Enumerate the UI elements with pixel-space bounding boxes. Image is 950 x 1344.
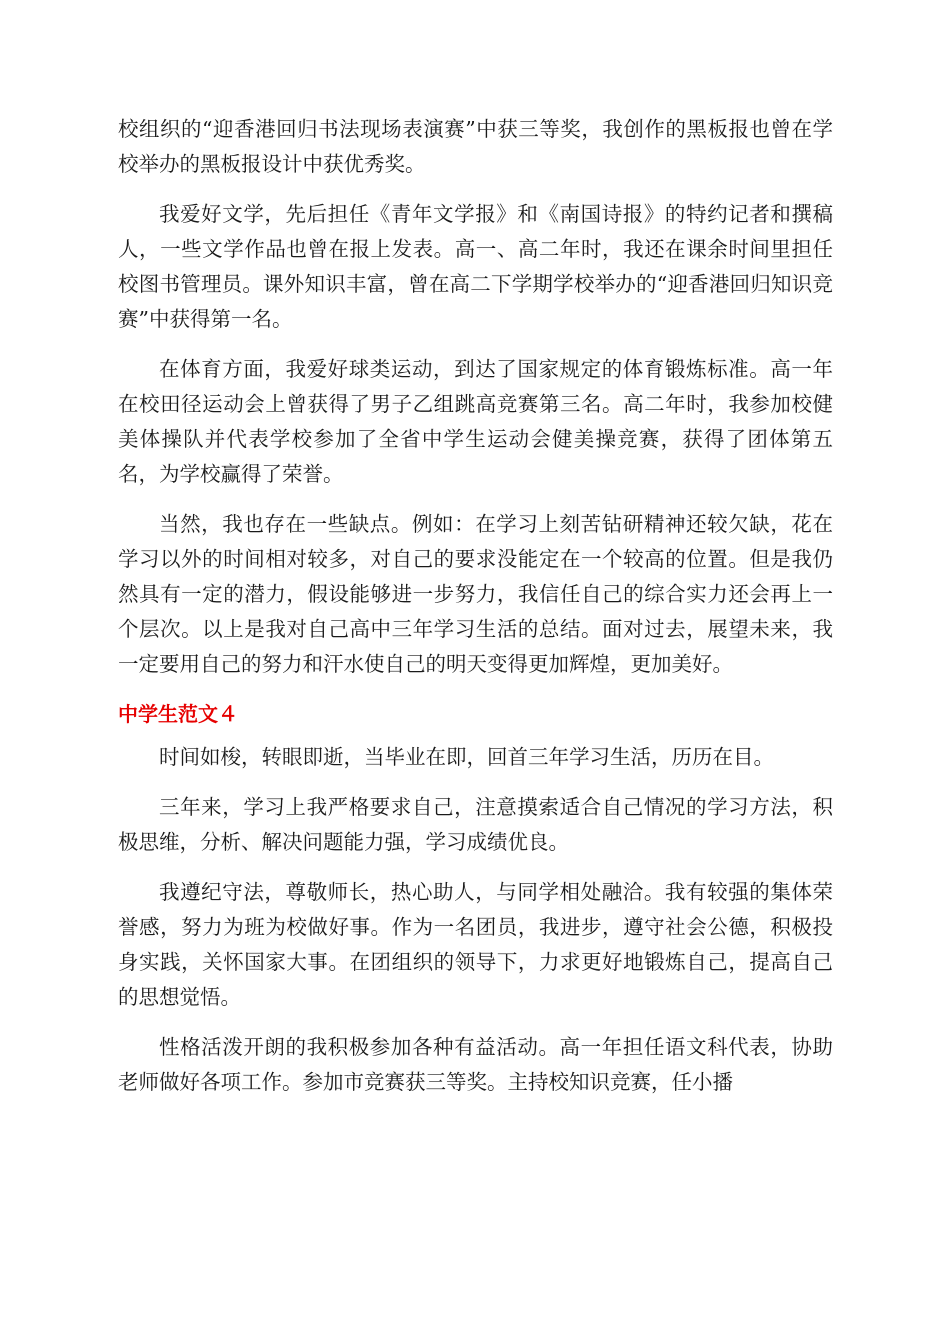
section-heading: 中学生范文４ [118,702,238,726]
paragraph-conduct: 我遵纪守法，尊敬师长，热心助人，与同学相处融洽。我有较强的集体荣誉感，努力为班为校做好事。作为一名团员，我进步，遵守社会公德，积极投身实践，关怀国家大事。在团组织的领导下，力求更好地锻炼自己，提高自己的思想觉悟。 [118,880,833,1009]
paragraph-continuation: 校组织的“迎香港回归书法现场表演赛”中获三等奖，我创作的黑板报也曾在学校举办的黑板报设计中获优秀奖。 [118,117,833,176]
paragraph-intro: 时间如梭，转眼即逝，当毕业在即，回首三年学习生活，历历在目。 [159,745,774,769]
paragraph-activities: 性格活泼开朗的我积极参加各种有益活动。高一年担任语文科代表，协助老师做好各项工作。参加市竞赛获三等奖。主持校知识竞赛，任小播 [118,1035,833,1094]
document-page [118,112,833,1115]
paragraph-shortcomings: 当然，我也存在一些缺点。例如：在学习上刻苦钻研精神还较欠缺，花在学习以外的时间相对较多，对自己的要求没能定在一个较高的位置。但是我仍然具有一定的潜力，假设能够进一步努力，我信任自己的综合实力还会再上一个层次。以上是我对自己高中三年学习生活的总结。面对过去，展望未来，我一定要用自己的努力和汗水使自己的明天变得更加辉煌，更加美好。 [118,512,833,676]
paragraph-study: 三年来，学习上我严格要求自己，注意摸索适合自己情况的学习方法，积极思维，分析、解决问题能力强，学习成绩优良。 [118,795,833,854]
paragraph-sports: 在体育方面，我爱好球类运动，到达了国家规定的体育锻炼标准。高一年在校田径运动会上曾获得了男子乙组跳高竞赛第三名。高二年时，我参加校健美体操队并代表学校参加了全省中学生运动会健美操竞赛，获得了团体第五名，为学校赢得了荣誉。 [118,357,833,486]
paragraph-literature: 我爱好文学，先后担任《青年文学报》和《南国诗报》的特约记者和撰稿人，一些文学作品也曾在报上发表。高一、高二年时，我还在课余时间里担任校图书管理员。课外知识丰富，曾在高二下学期学校举办的“迎香港回归知识竞赛”中获得第一名。 [118,202,833,331]
